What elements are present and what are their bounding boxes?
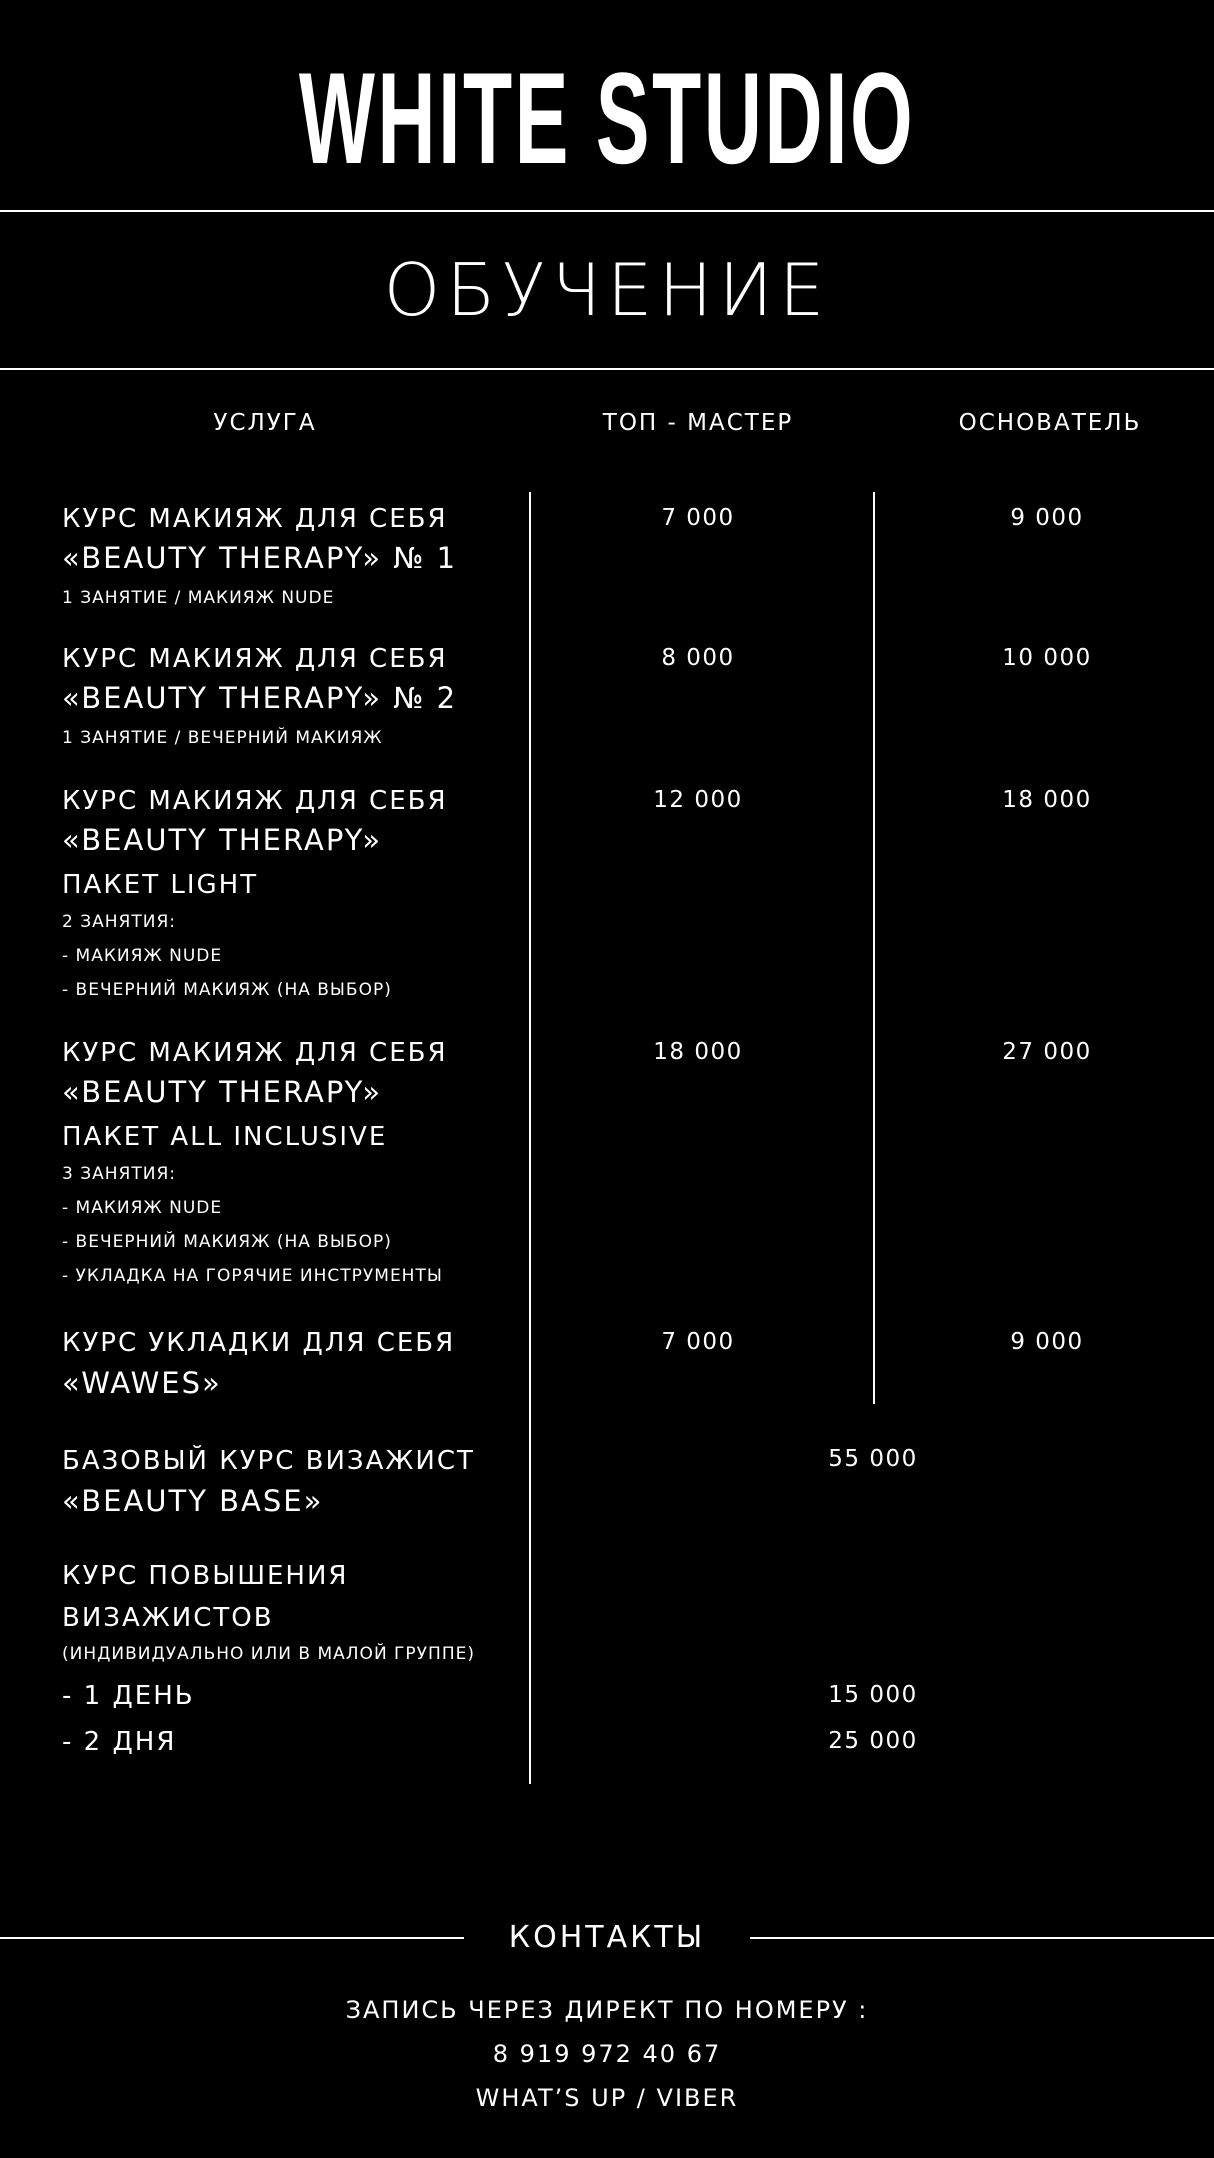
price-top-master: 7 000	[661, 505, 735, 531]
course-note: - МАКИЯЖ NUDE	[62, 1198, 223, 1218]
course-title: ВИЗАЖИСТОВ	[62, 1603, 274, 1633]
course-note: (ИНДИВИДУАЛЬНО ИЛИ В МАЛОЙ ГРУППЕ)	[62, 1644, 475, 1664]
price-founder: 27 000	[1002, 1039, 1092, 1065]
course-title: КУРС МАКИЯЖ ДЛЯ СЕБЯ	[62, 1038, 448, 1068]
price-top-master: 8 000	[661, 645, 735, 671]
course-note: - ВЕЧЕРНИЙ МАКИЯЖ (НА ВЫБОР)	[62, 980, 392, 1000]
course-subtitle: «BEAUTY BASE»	[62, 1484, 324, 1518]
price-single: 55 000	[828, 1446, 918, 1472]
course-option: - 2 ДНЯ	[62, 1727, 177, 1757]
column-divider	[529, 492, 531, 1784]
course-option: - 1 ДЕНЬ	[62, 1681, 195, 1711]
contact-booking-text: ЗАПИСЬ ЧЕРЕЗ ДИРЕКТ ПО НОМЕРУ :	[345, 1996, 869, 2024]
course-subtitle: «BEAUTY THERAPY»	[62, 823, 383, 857]
course-package: ПАКЕТ ALL INCLUSIVE	[62, 1122, 388, 1152]
course-note: 2 ЗАНЯТИЯ:	[62, 912, 176, 932]
course-note: 1 ЗАНЯТИЕ / МАКИЯЖ NUDE	[62, 588, 335, 608]
price-founder: 18 000	[1002, 787, 1092, 813]
course-title: КУРС МАКИЯЖ ДЛЯ СЕБЯ	[62, 644, 448, 674]
divider	[0, 210, 1214, 212]
course-note: - ВЕЧЕРНИЙ МАКИЯЖ (НА ВЫБОР)	[62, 1232, 392, 1252]
price-founder: 9 000	[1010, 505, 1084, 531]
course-title: КУРС МАКИЯЖ ДЛЯ СЕБЯ	[62, 504, 448, 534]
course-subtitle: «BEAUTY THERAPY» № 2	[62, 681, 458, 715]
contacts-title: КОНТАКТЫ	[508, 1920, 706, 1955]
page-title: ОБУЧЕНИЕ	[383, 248, 831, 332]
course-note: - МАКИЯЖ NUDE	[62, 946, 223, 966]
course-subtitle: «BEAUTY THERAPY»	[62, 1075, 383, 1109]
price-founder: 10 000	[1002, 645, 1092, 671]
course-title: КУРС УКЛАДКИ ДЛЯ СЕБЯ	[62, 1328, 456, 1358]
contact-messengers: WHAT’S UP / VIBER	[475, 2084, 739, 2112]
column-header-service: УСЛУГА	[213, 410, 317, 436]
price-single: 25 000	[828, 1728, 918, 1754]
contact-phone[interactable]: 8 919 972 40 67	[492, 2040, 722, 2068]
course-subtitle: «WAWES»	[62, 1366, 222, 1400]
divider	[0, 368, 1214, 370]
brand-logo: WHITE STUDIO	[298, 45, 916, 191]
course-title: КУРС ПОВЫШЕНИЯ	[62, 1561, 349, 1591]
price-top-master: 7 000	[661, 1329, 735, 1355]
column-divider	[873, 492, 875, 1404]
course-note: 3 ЗАНЯТИЯ:	[62, 1164, 176, 1184]
course-note: - УКЛАДКА НА ГОРЯЧИЕ ИНСТРУМЕНТЫ	[62, 1266, 443, 1286]
course-subtitle: «BEAUTY THERAPY» № 1	[62, 541, 458, 575]
price-top-master: 18 000	[653, 1039, 743, 1065]
price-founder: 9 000	[1010, 1329, 1084, 1355]
course-note: 1 ЗАНЯТИЕ / ВЕЧЕРНИЙ МАКИЯЖ	[62, 728, 383, 748]
price-single: 15 000	[828, 1682, 918, 1708]
course-title: КУРС МАКИЯЖ ДЛЯ СЕБЯ	[62, 786, 448, 816]
price-top-master: 12 000	[653, 787, 743, 813]
column-header-founder: ОСНОВАТЕЛЬ	[958, 410, 1142, 436]
column-header-top-master: ТОП - МАСТЕР	[602, 410, 794, 436]
course-package: ПАКЕТ LIGHT	[62, 870, 259, 900]
course-title: БАЗОВЫЙ КУРС ВИЗАЖИСТ	[62, 1446, 475, 1476]
